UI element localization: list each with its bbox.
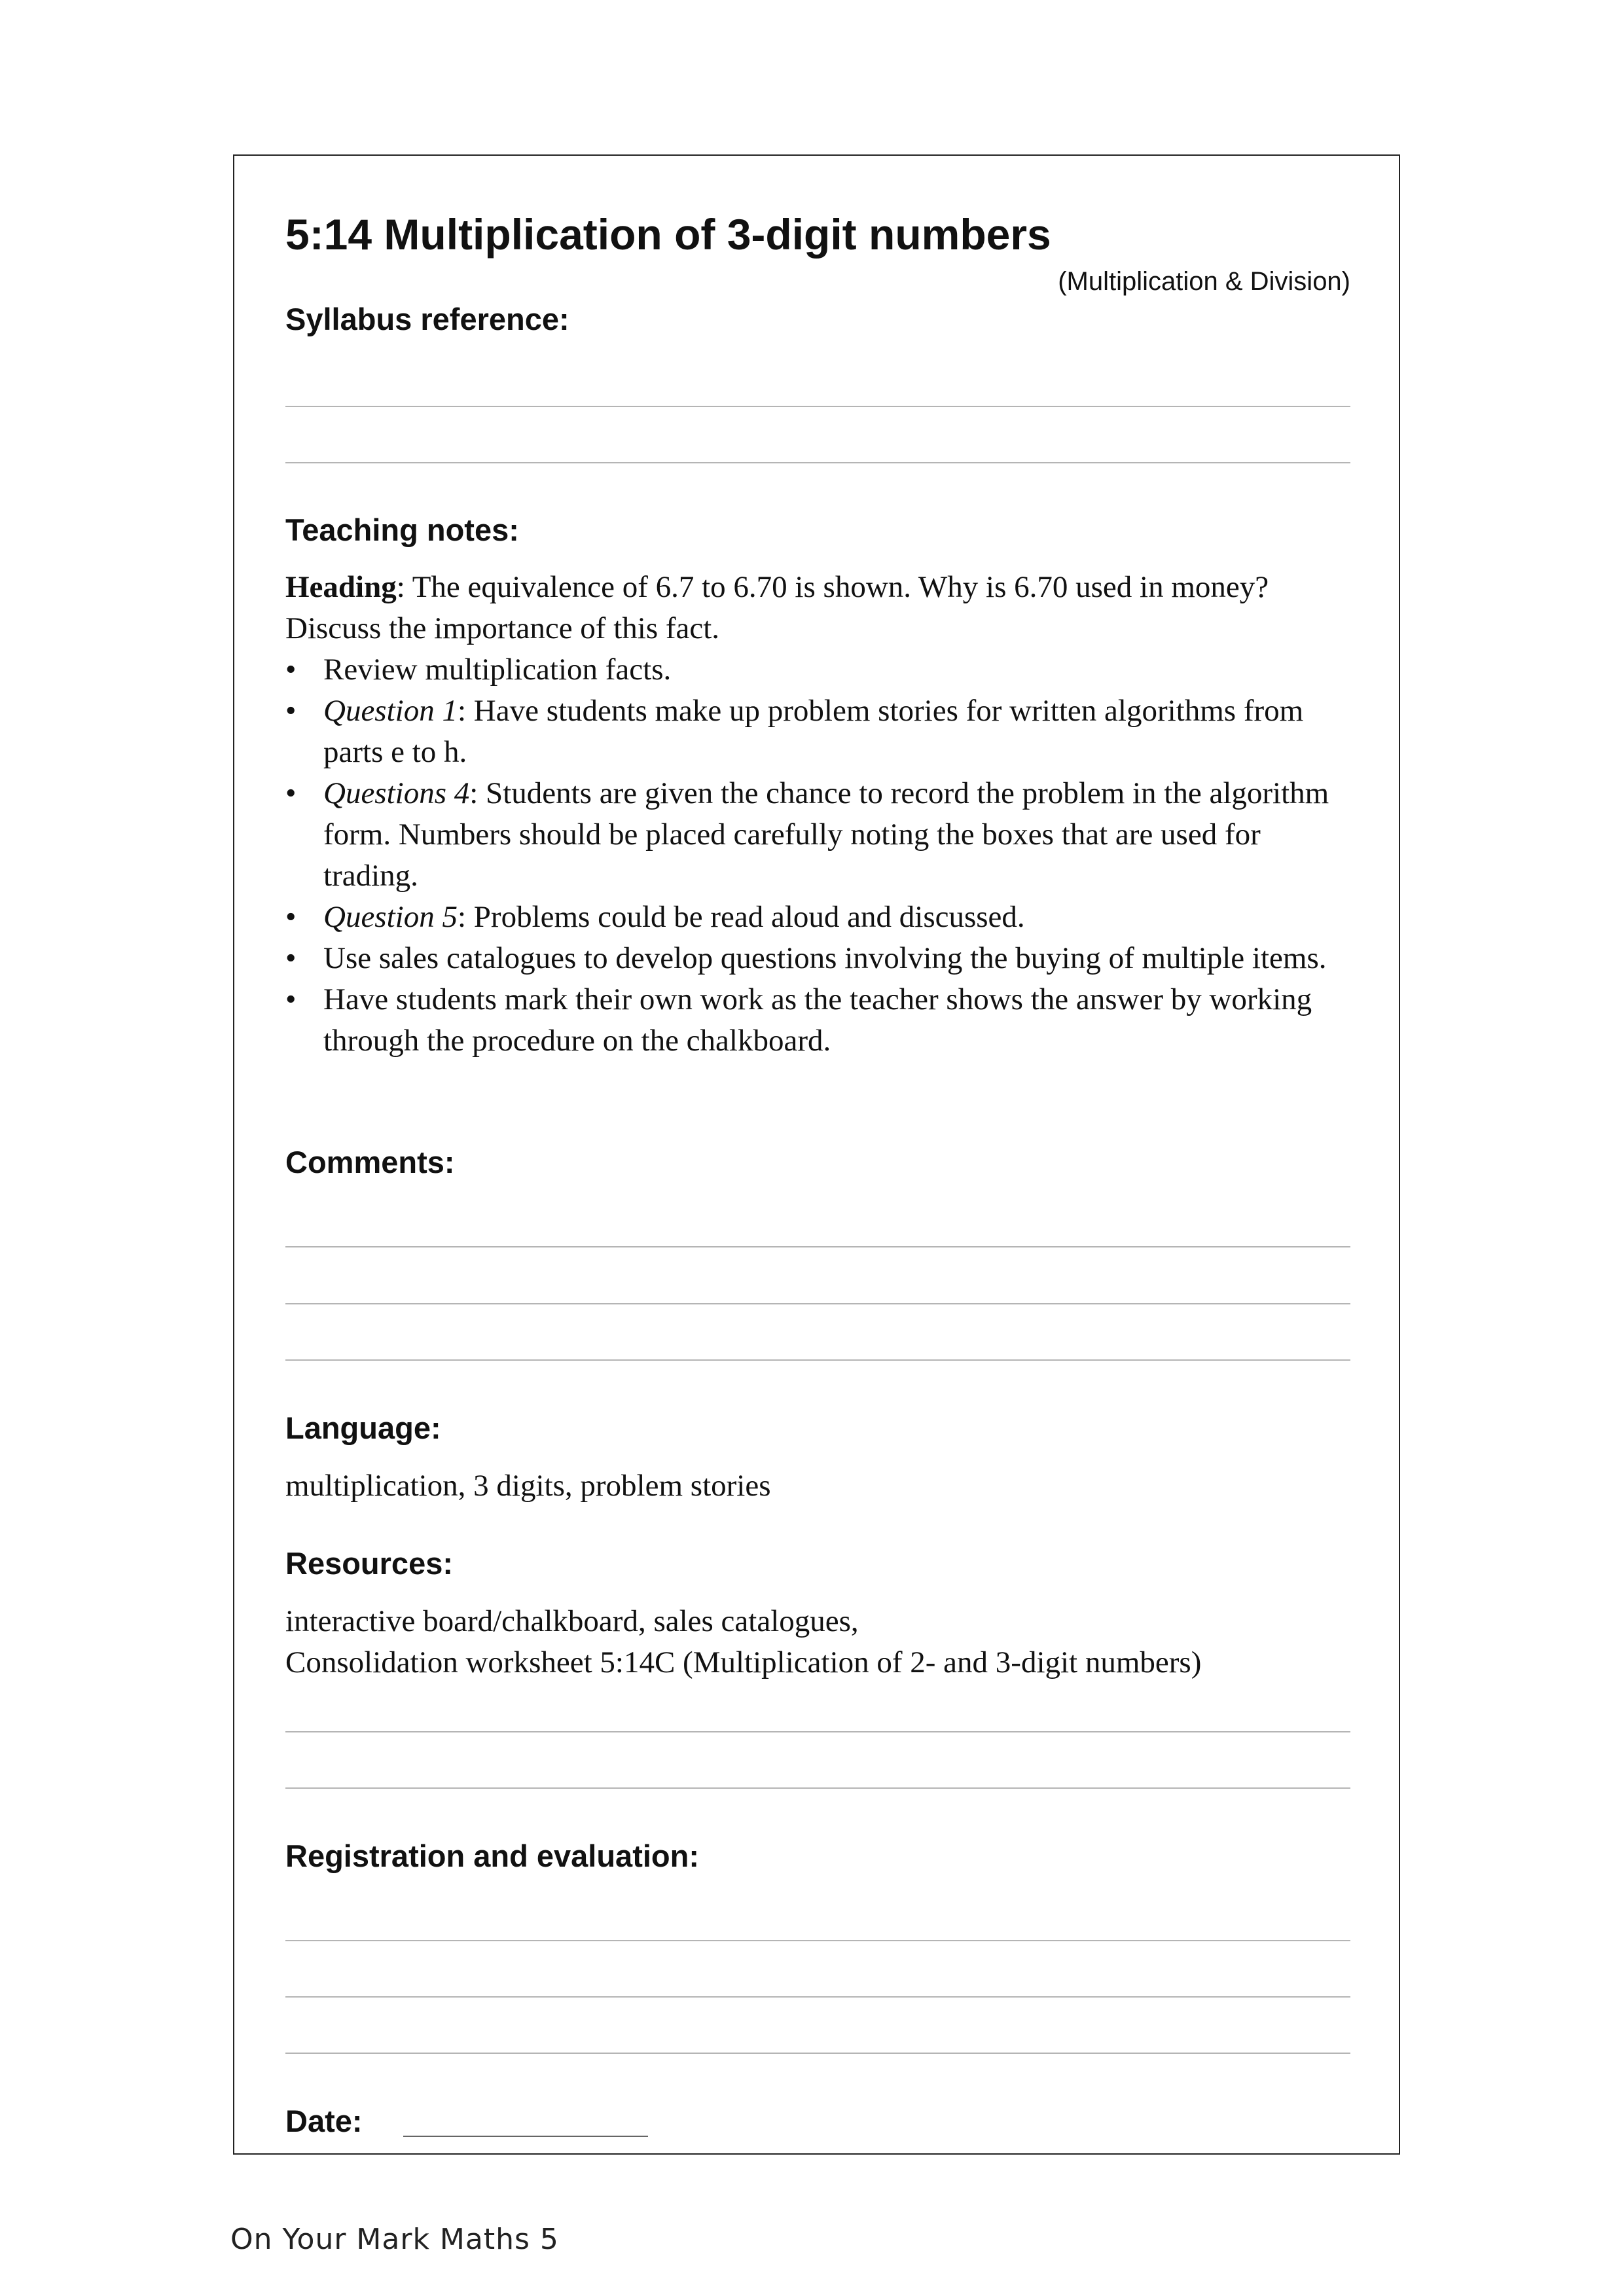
- heading-note: [285, 567, 1352, 649]
- page-title: 5:14 Multiplication of 3-digit numbers: [285, 210, 1051, 259]
- bullet-icon: •: [285, 653, 297, 687]
- list-item: [285, 938, 1352, 979]
- list-item-text: Have students mark their own work as the teacher shows the answer by working through the procedure on the chalkboard.: [323, 982, 1312, 1058]
- bullet-icon: •: [285, 941, 297, 975]
- bullet-icon: •: [285, 694, 297, 728]
- bullet-icon: •: [285, 776, 297, 810]
- footer-text: On Your Mark Maths 5: [230, 2223, 559, 2256]
- language-heading: Language:: [285, 1410, 441, 1445]
- teaching-notes-body: [285, 567, 1352, 1062]
- list-item-emphasis: Question 1: [323, 694, 458, 728]
- registration-heading: Registration and evaluation:: [285, 1839, 699, 1873]
- teaching-notes-list: [285, 649, 1352, 1062]
- resources-heading: Resources:: [285, 1546, 453, 1581]
- list-item-text: : Have students make up problem stories for written algorithms from parts e to h.: [323, 694, 1304, 769]
- list-item: [285, 691, 1352, 773]
- registration-line-3: [285, 2053, 1350, 2054]
- bullet-icon: •: [285, 900, 297, 934]
- resources-text: [285, 1601, 1352, 1683]
- date-label: Date:: [285, 2104, 363, 2138]
- list-item-emphasis: Questions 4: [323, 776, 470, 810]
- registration-line-1: [285, 1940, 1350, 1941]
- list-item: [285, 773, 1352, 897]
- subtitle: (Multiplication & Division): [1058, 267, 1350, 296]
- list-item-text: : Students are given the chance to record the problem in the algorithm form. Numbers should be placed carefully noting the boxes that are used for trading.: [323, 776, 1329, 893]
- teaching-notes-heading: Teaching notes:: [285, 512, 519, 547]
- list-item-text: Use sales catalogues to develop questions involving the buying of multiple items.: [323, 941, 1327, 975]
- list-item: [285, 979, 1352, 1062]
- resources-line: Consolidation worksheet 5:14C (Multiplication of 2- and 3-digit numbers): [285, 1645, 1202, 1679]
- date-field-line: [403, 2136, 648, 2137]
- resources-line-2: [285, 1787, 1350, 1789]
- syllabus-heading: Syllabus reference:: [285, 302, 569, 336]
- resources-line: interactive board/chalkboard, sales catalogues,: [285, 1604, 859, 1638]
- list-item: [285, 897, 1352, 938]
- bullet-icon: •: [285, 982, 297, 1016]
- syllabus-line-1: [285, 406, 1350, 407]
- list-item-text: Review multiplication facts.: [323, 653, 672, 687]
- heading-note-text: : The equivalence of 6.7 to 6.70 is shown. Why is 6.70 used in money? Discuss the importance of this fact.: [285, 570, 1269, 645]
- list-item-emphasis: Question 5: [323, 900, 458, 934]
- comments-line-2: [285, 1303, 1350, 1304]
- resources-line-1: [285, 1731, 1350, 1732]
- syllabus-line-2: [285, 462, 1350, 463]
- comments-line-3: [285, 1359, 1350, 1361]
- list-item-text: : Problems could be read aloud and discussed.: [457, 900, 1025, 934]
- comments-heading: Comments:: [285, 1145, 455, 1179]
- registration-line-2: [285, 1996, 1350, 1998]
- heading-note-label: Heading: [285, 570, 397, 604]
- list-item: [285, 649, 1352, 691]
- comments-line-1: [285, 1246, 1350, 1247]
- language-text: multiplication, 3 digits, problem stories: [285, 1469, 771, 1503]
